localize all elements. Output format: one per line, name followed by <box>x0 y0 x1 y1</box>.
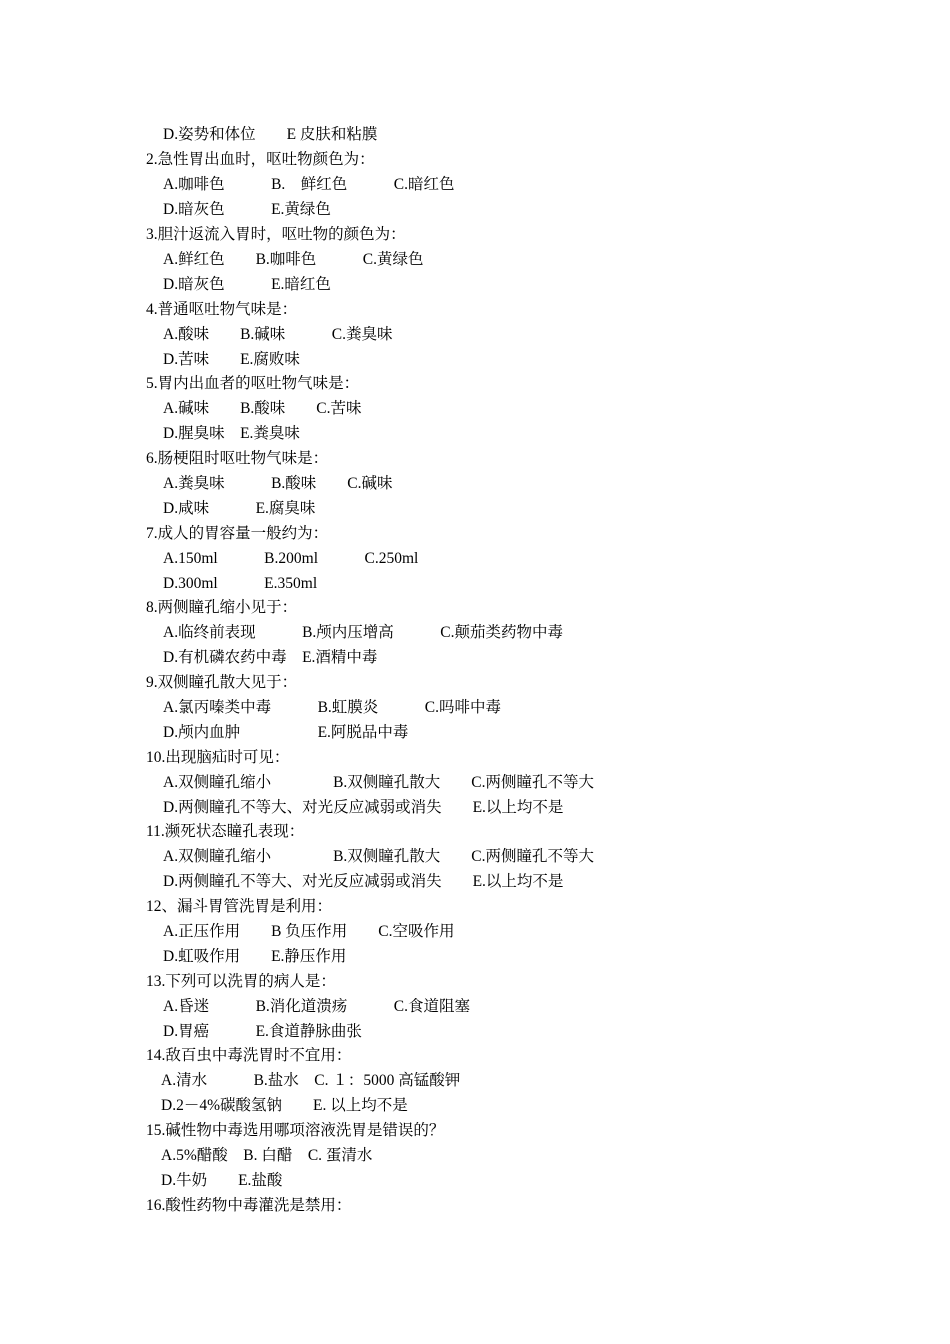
option-line: A.鲜红色 B.咖啡色 C.黄绿色 <box>163 251 424 268</box>
option-line: A.双侧瞳孔缩小 B.双侧瞳孔散大 C.两侧瞳孔不等大 <box>163 848 594 865</box>
option-line: A.昏迷 B.消化道溃疡 C.食道阻塞 <box>163 998 470 1015</box>
option-line: D.暗灰色 E.黄绿色 <box>163 201 331 218</box>
option-line: A.5%醋酸 B. 白醋 C. 蛋清水 <box>161 1147 373 1164</box>
option-line: D.两侧瞳孔不等大、对光反应减弱或消失 E.以上均不是 <box>163 799 564 816</box>
option-line: D.牛奶 E.盐酸 <box>161 1172 283 1189</box>
option-line: D.姿势和体位 E 皮肤和粘膜 <box>163 126 378 143</box>
question-line: 5.胃内出血者的呕吐物气味是： <box>146 375 360 392</box>
option-line: A.酸味 B.碱味 C.粪臭味 <box>163 326 393 343</box>
question-line: 10.出现脑疝时可见： <box>146 749 290 766</box>
option-line: D.胃癌 E.食道静脉曲张 <box>163 1023 362 1040</box>
question-line: 13.下列可以洗胃的病人是： <box>146 973 336 990</box>
option-line: A.清水 B.盐水 C. １：5000 高锰酸钾 <box>161 1072 461 1089</box>
option-line: D.腥臭味 E.粪臭味 <box>163 425 300 442</box>
question-line: 8.两侧瞳孔缩小见于： <box>146 599 298 616</box>
question-line: 14.敌百虫中毒洗胃时不宜用： <box>146 1047 352 1064</box>
question-line: 16.酸性药物中毒灌洗是禁用： <box>146 1197 352 1214</box>
option-line: A.临终前表现 B.颅内压增高 C.颠茄类药物中毒 <box>163 624 563 641</box>
option-line: D.两侧瞳孔不等大、对光反应减弱或消失 E.以上均不是 <box>163 873 564 890</box>
question-line: 4.普通呕吐物气味是： <box>146 301 298 318</box>
option-line: D.虹吸作用 E.静压作用 <box>163 948 347 965</box>
question-line: 11.濒死状态瞳孔表现： <box>146 823 305 840</box>
question-line: 2.急性胃出血时，呕吐物颜色为： <box>146 151 375 168</box>
option-line: A.粪臭味 B.酸味 C.碱味 <box>163 475 393 492</box>
option-line: A.150ml B.200ml C.250ml <box>163 550 419 567</box>
option-line: D.咸味 E.腐臭味 <box>163 500 316 517</box>
option-line: D.暗灰色 E.暗红色 <box>163 276 331 293</box>
option-line: A.氯丙嗪类中毒 B.虹膜炎 C.吗啡中毒 <box>163 699 501 716</box>
option-line: D.有机磷农药中毒 E.酒精中毒 <box>163 649 378 666</box>
question-line: 6.肠梗阻时呕吐物气味是： <box>146 450 329 467</box>
option-line: A.碱味 B.酸味 C.苦味 <box>163 400 362 417</box>
option-line: A.正压作用 B 负压作用 C.空吸作用 <box>163 923 455 940</box>
question-line: 12、漏斗胃管洗胃是利用： <box>146 898 333 915</box>
question-line: 7.成人的胃容量一般约为： <box>146 525 329 542</box>
option-line: A.双侧瞳孔缩小 B.双侧瞳孔散大 C.两侧瞳孔不等大 <box>163 774 594 791</box>
option-line: D.颅内血肿 E.阿脱品中毒 <box>163 724 409 741</box>
question-line: 15.碱性物中毒选用哪项溶液洗胃是错误的？ <box>146 1122 445 1139</box>
option-line: A.咖啡色 B. 鲜红色 C.暗红色 <box>163 176 455 193</box>
option-line: D.苦味 E.腐败味 <box>163 351 300 368</box>
question-line: 3.胆汁返流入胃时，呕吐物的颜色为： <box>146 226 406 243</box>
option-line: D.300ml E.350ml <box>163 575 318 592</box>
question-line: 9.双侧瞳孔散大见于： <box>146 674 298 691</box>
option-line: D.2－4%碳酸氢钠 E. 以上均不是 <box>161 1097 408 1114</box>
